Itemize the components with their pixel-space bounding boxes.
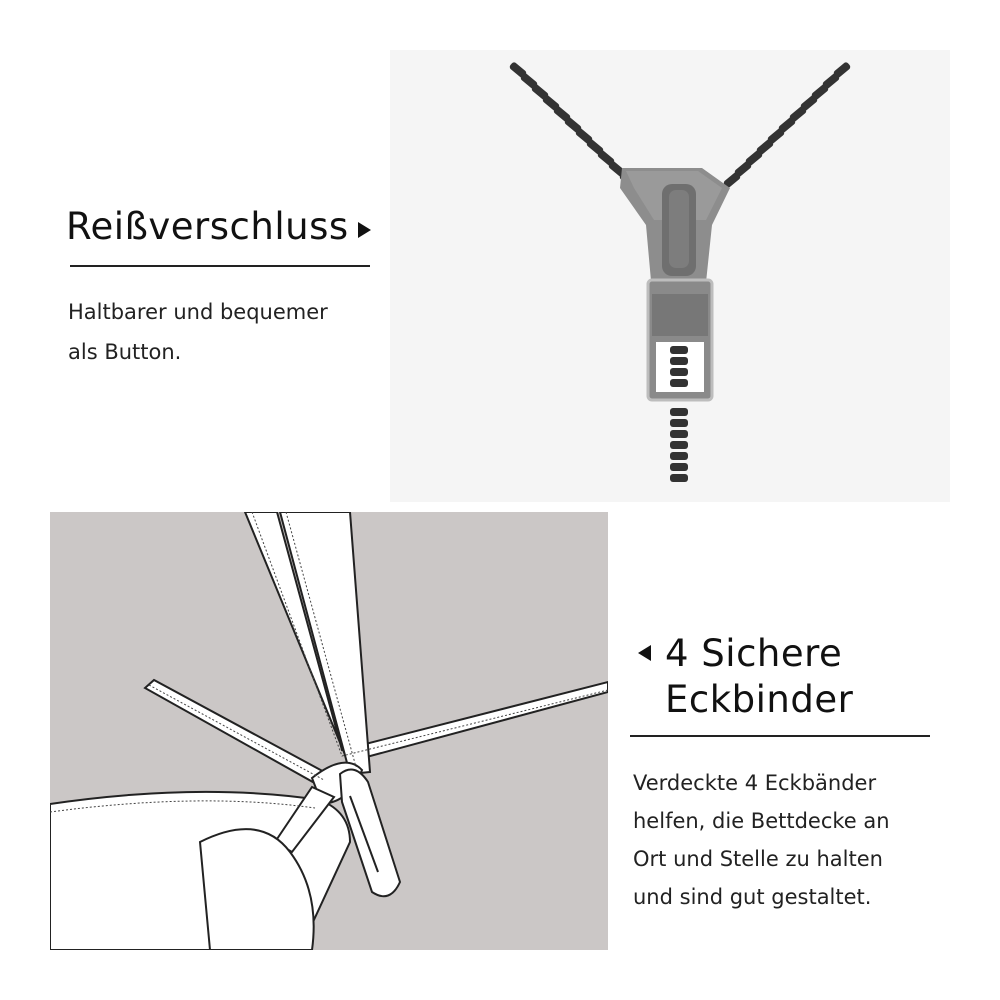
- zipper-divider: [70, 265, 370, 267]
- ties-divider: [630, 735, 930, 737]
- ties-heading-line: 4 Sichere: [665, 632, 843, 675]
- zipper-description-line: als Button.: [68, 340, 182, 364]
- ties-description-line: helfen, die Bettdecke an: [633, 809, 890, 833]
- corner-tie-icon: [50, 512, 608, 950]
- ties-description-line: Ort und Stelle zu halten: [633, 847, 883, 871]
- zipper-illustration-panel: [390, 50, 950, 502]
- ties-heading-line: Eckbinder: [665, 678, 854, 721]
- ties-description: [633, 764, 963, 916]
- ties-description-line: Verdeckte 4 Eckbänder: [633, 771, 877, 795]
- zipper-description: [68, 292, 388, 372]
- left-triangle-icon: [638, 645, 651, 661]
- zipper-heading: Reißverschluss: [66, 205, 349, 248]
- zipper-description-line: Haltbarer und bequemer: [68, 300, 328, 324]
- zipper-icon: [390, 50, 950, 502]
- corner-ties-illustration-panel: [50, 512, 608, 950]
- right-triangle-icon: [358, 222, 371, 238]
- ties-description-line: und sind gut gestaltet.: [633, 885, 872, 909]
